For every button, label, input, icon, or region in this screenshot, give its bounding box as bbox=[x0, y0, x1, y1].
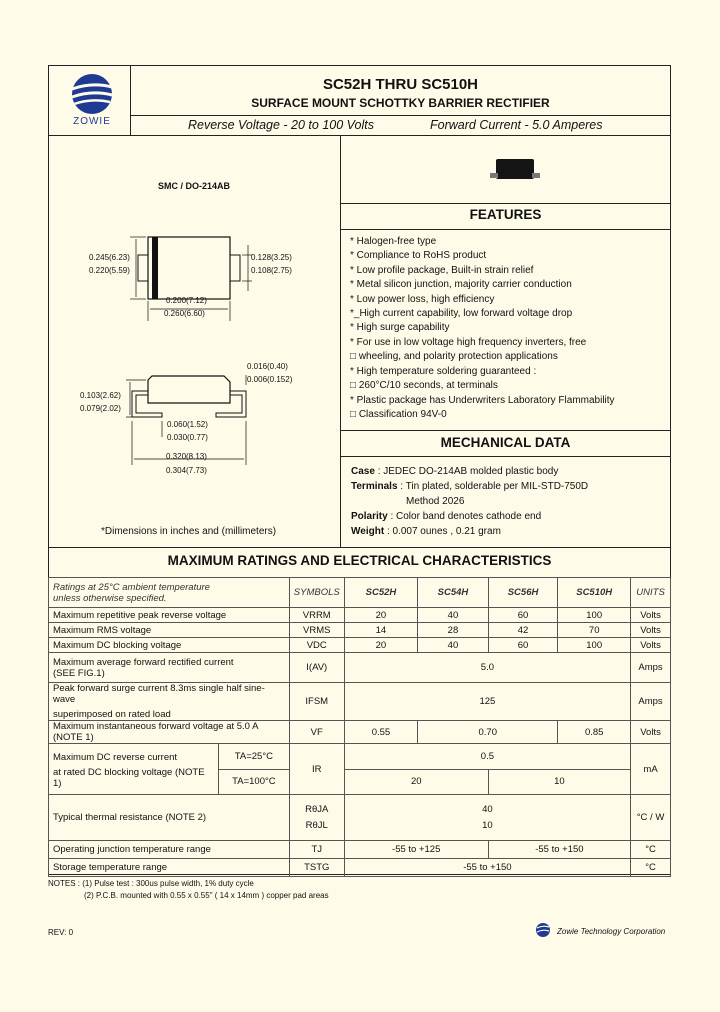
divider bbox=[340, 203, 671, 204]
forward-current-spec: Forward Current - 5.0 Amperes bbox=[430, 118, 603, 132]
note-2: (2) P.C.B. mounted with 0.55 x 0.55" ( 14 x 14mm ) copper pad areas bbox=[84, 891, 329, 900]
dim-lead-thickness-min: 0.006(0.152) bbox=[247, 375, 293, 384]
value-cell: 0.70 bbox=[418, 721, 558, 744]
param-cell: Operating junction temperature range bbox=[49, 841, 290, 859]
table-row bbox=[49, 859, 671, 877]
dim-width-max: 0.128(3.25) bbox=[251, 253, 292, 262]
company-logo bbox=[62, 72, 122, 130]
product-subtitle: SURFACE MOUNT SCHOTTKY BARRIER RECTIFIER bbox=[251, 96, 550, 110]
value-cell: 60 bbox=[488, 608, 558, 623]
dim-foot-min: 0.030(0.77) bbox=[167, 433, 208, 442]
value-cell: 100 bbox=[558, 608, 631, 623]
unit-cell: Volts bbox=[631, 608, 671, 623]
param-cell: Maximum repetitive peak reverse voltage bbox=[49, 608, 290, 623]
reverse-voltage-spec: Reverse Voltage - 20 to 100 Volts bbox=[188, 118, 374, 132]
divider bbox=[340, 456, 671, 457]
header-units: UNITS bbox=[631, 578, 671, 608]
dim-foot-max: 0.060(1.52) bbox=[167, 420, 208, 429]
dim-length-a: 0.200(7.12) bbox=[166, 296, 207, 305]
param-cell: Typical thermal resistance (NOTE 2) bbox=[49, 795, 290, 841]
symbol-cell: I(AV) bbox=[289, 653, 344, 683]
dim-overall-min: 0.304(7.73) bbox=[166, 466, 207, 475]
unit-cell: mA bbox=[631, 744, 671, 795]
zowie-small-logo-icon bbox=[535, 922, 551, 938]
dim-height-min: 0.220(5.59) bbox=[89, 266, 130, 275]
value-cell: 40 bbox=[418, 638, 489, 653]
table-row bbox=[49, 841, 671, 859]
divider bbox=[340, 229, 671, 230]
value-cell: 60 bbox=[488, 638, 558, 653]
conditions-cell: Ratings at 25°C ambient temperature unless otherwise specified. bbox=[49, 578, 290, 608]
mech-weight: Weight : 0.007 ounes , 0.21 gram bbox=[351, 526, 501, 537]
dim-height-max: 0.245(6.23) bbox=[89, 253, 130, 262]
symbol-cell: RθJA RθJL bbox=[289, 795, 344, 841]
feature-item: * High temperature soldering guaranteed : bbox=[350, 366, 537, 377]
divider bbox=[340, 430, 671, 431]
dim-overall-max: 0.320(8.13) bbox=[166, 452, 207, 461]
mechanical-title: MECHANICAL DATA bbox=[440, 435, 571, 450]
value-cell: -55 to +150 bbox=[488, 841, 630, 859]
feature-item: * Low power loss, high efficiency bbox=[350, 294, 495, 305]
dim-length-b: 0.260(6.60) bbox=[164, 309, 205, 318]
features-title: FEATURES bbox=[469, 207, 542, 222]
header-sc56h: SC56H bbox=[488, 578, 558, 608]
feature-item: □ wheeling, and polarity protection applications bbox=[350, 351, 558, 362]
table-header-row bbox=[49, 578, 671, 608]
dim-lead-thickness-max: 0.016(0.40) bbox=[247, 362, 288, 371]
note-1: NOTES : (1) Pulse test : 300us pulse width, 1% duty cycle bbox=[48, 879, 254, 888]
param-cell: Maximum average forward rectified current (SEE FIG.1) bbox=[49, 653, 290, 683]
value-cell: 0.5 bbox=[344, 744, 630, 770]
logo-text: ZOWIE bbox=[73, 116, 111, 127]
value-cell: 0.85 bbox=[558, 721, 631, 744]
value-cell: 70 bbox=[558, 623, 631, 638]
header-sc54h: SC54H bbox=[418, 578, 489, 608]
package-name: SMC / DO-214AB bbox=[158, 181, 231, 191]
param-cell: Maximum RMS voltage bbox=[49, 623, 290, 638]
param-cell: Storage temperature range bbox=[49, 859, 290, 877]
divider bbox=[48, 135, 671, 136]
feature-item: *_High current capability, low forward voltage drop bbox=[350, 308, 573, 319]
symbol-cell: VRRM bbox=[289, 608, 344, 623]
dim-profile-max: 0.103(2.62) bbox=[80, 391, 121, 400]
mech-terminals-method: Method 2026 bbox=[406, 496, 465, 507]
value-cell: 40 bbox=[418, 608, 489, 623]
unit-cell: Amps bbox=[631, 683, 671, 721]
value-cell: 0.55 bbox=[344, 721, 417, 744]
symbol-cell: TSTG bbox=[289, 859, 344, 877]
feature-item: * Plastic package has Underwriters Laboratory Flammability bbox=[350, 395, 615, 406]
ratings-table bbox=[48, 577, 671, 877]
value-cell: 20 bbox=[344, 608, 417, 623]
param-cell: Maximum DC blocking voltage bbox=[49, 638, 290, 653]
table-row bbox=[49, 683, 671, 721]
value-cell: 14 bbox=[344, 623, 417, 638]
symbol-cell: VDC bbox=[289, 638, 344, 653]
value-cell: 100 bbox=[558, 638, 631, 653]
value-cell: 42 bbox=[488, 623, 558, 638]
dim-width-min: 0.108(2.75) bbox=[251, 266, 292, 275]
ratings-title: MAXIMUM RATINGS AND ELECTRICAL CHARACTERISTICS bbox=[167, 553, 552, 568]
symbol-cell: TJ bbox=[289, 841, 344, 859]
mech-polarity: Polarity : Color band denotes cathode end bbox=[351, 511, 542, 522]
divider bbox=[130, 115, 671, 116]
mech-case: Case : JEDEC DO-214AB molded plastic body bbox=[351, 466, 559, 477]
symbol-cell: IFSM bbox=[289, 683, 344, 721]
table-row bbox=[49, 653, 671, 683]
unit-cell: Amps bbox=[631, 653, 671, 683]
table-row bbox=[49, 623, 671, 638]
unit-cell: °C / W bbox=[631, 795, 671, 841]
divider bbox=[48, 547, 671, 548]
feature-item: * High surge capability bbox=[350, 322, 450, 333]
component-image bbox=[490, 155, 540, 185]
param-cell: Peak forward surge current 8.3ms single half sine-wave superimposed on rated load bbox=[49, 683, 290, 721]
value-cell: 20 bbox=[344, 769, 488, 795]
value-cell: 10 bbox=[488, 769, 630, 795]
value-cell: 20 bbox=[344, 638, 417, 653]
symbol-cell: VF bbox=[289, 721, 344, 744]
mech-terminals: Terminals : Tin plated, solderable per MIL-STD-750D bbox=[351, 481, 589, 492]
unit-cell: Volts bbox=[631, 623, 671, 638]
company-name: Zowie Technology Corporation bbox=[557, 927, 666, 936]
table-row bbox=[49, 608, 671, 623]
unit-cell: Volts bbox=[631, 638, 671, 653]
divider bbox=[340, 135, 341, 547]
value-cell: 125 bbox=[344, 683, 630, 721]
unit-cell: °C bbox=[631, 841, 671, 859]
feature-item: * Low profile package, Built-in strain relief bbox=[350, 265, 534, 276]
header-sc510h: SC510H bbox=[558, 578, 631, 608]
dimensions-note: *Dimensions in inches and (millimeters) bbox=[101, 526, 277, 537]
value-cell: 5.0 bbox=[344, 653, 630, 683]
symbol-cell: IR bbox=[289, 744, 344, 795]
feature-item: □ 260°C/10 seconds, at terminals bbox=[350, 380, 498, 391]
zowie-globe-icon bbox=[62, 72, 122, 116]
value-cell: 40 10 bbox=[344, 795, 630, 841]
revision: REV: 0 bbox=[48, 928, 74, 937]
table-row bbox=[49, 638, 671, 653]
feature-item: □ Classification 94V-0 bbox=[350, 409, 447, 420]
param-cell: Maximum instantaneous forward voltage at 5.0 A (NOTE 1) bbox=[49, 721, 290, 744]
unit-cell: °C bbox=[631, 859, 671, 877]
value-cell: -55 to +125 bbox=[344, 841, 488, 859]
symbol-cell: VRMS bbox=[289, 623, 344, 638]
product-title: SC52H THRU SC510H bbox=[322, 76, 479, 93]
table-row bbox=[49, 721, 671, 744]
header-symbols: SYMBOLS bbox=[289, 578, 344, 608]
feature-item: * For use in low voltage high frequency inverters, free bbox=[350, 337, 587, 348]
feature-item: * Halogen-free type bbox=[350, 236, 437, 247]
unit-cell: Volts bbox=[631, 721, 671, 744]
feature-item: * Compliance to RoHS product bbox=[350, 250, 487, 261]
table-row bbox=[49, 744, 671, 770]
header-sc52h: SC52H bbox=[344, 578, 417, 608]
value-cell: -55 to +150 bbox=[344, 859, 630, 877]
param-cell: Maximum DC reverse current at rated DC blocking voltage (NOTE 1) TA=25°C TA=100°C bbox=[49, 744, 290, 795]
value-cell: 28 bbox=[418, 623, 489, 638]
table-row bbox=[49, 795, 671, 841]
dim-profile-min: 0.079(2.02) bbox=[80, 404, 121, 413]
feature-item: * Metal silicon junction, majority carrier conduction bbox=[350, 279, 572, 290]
